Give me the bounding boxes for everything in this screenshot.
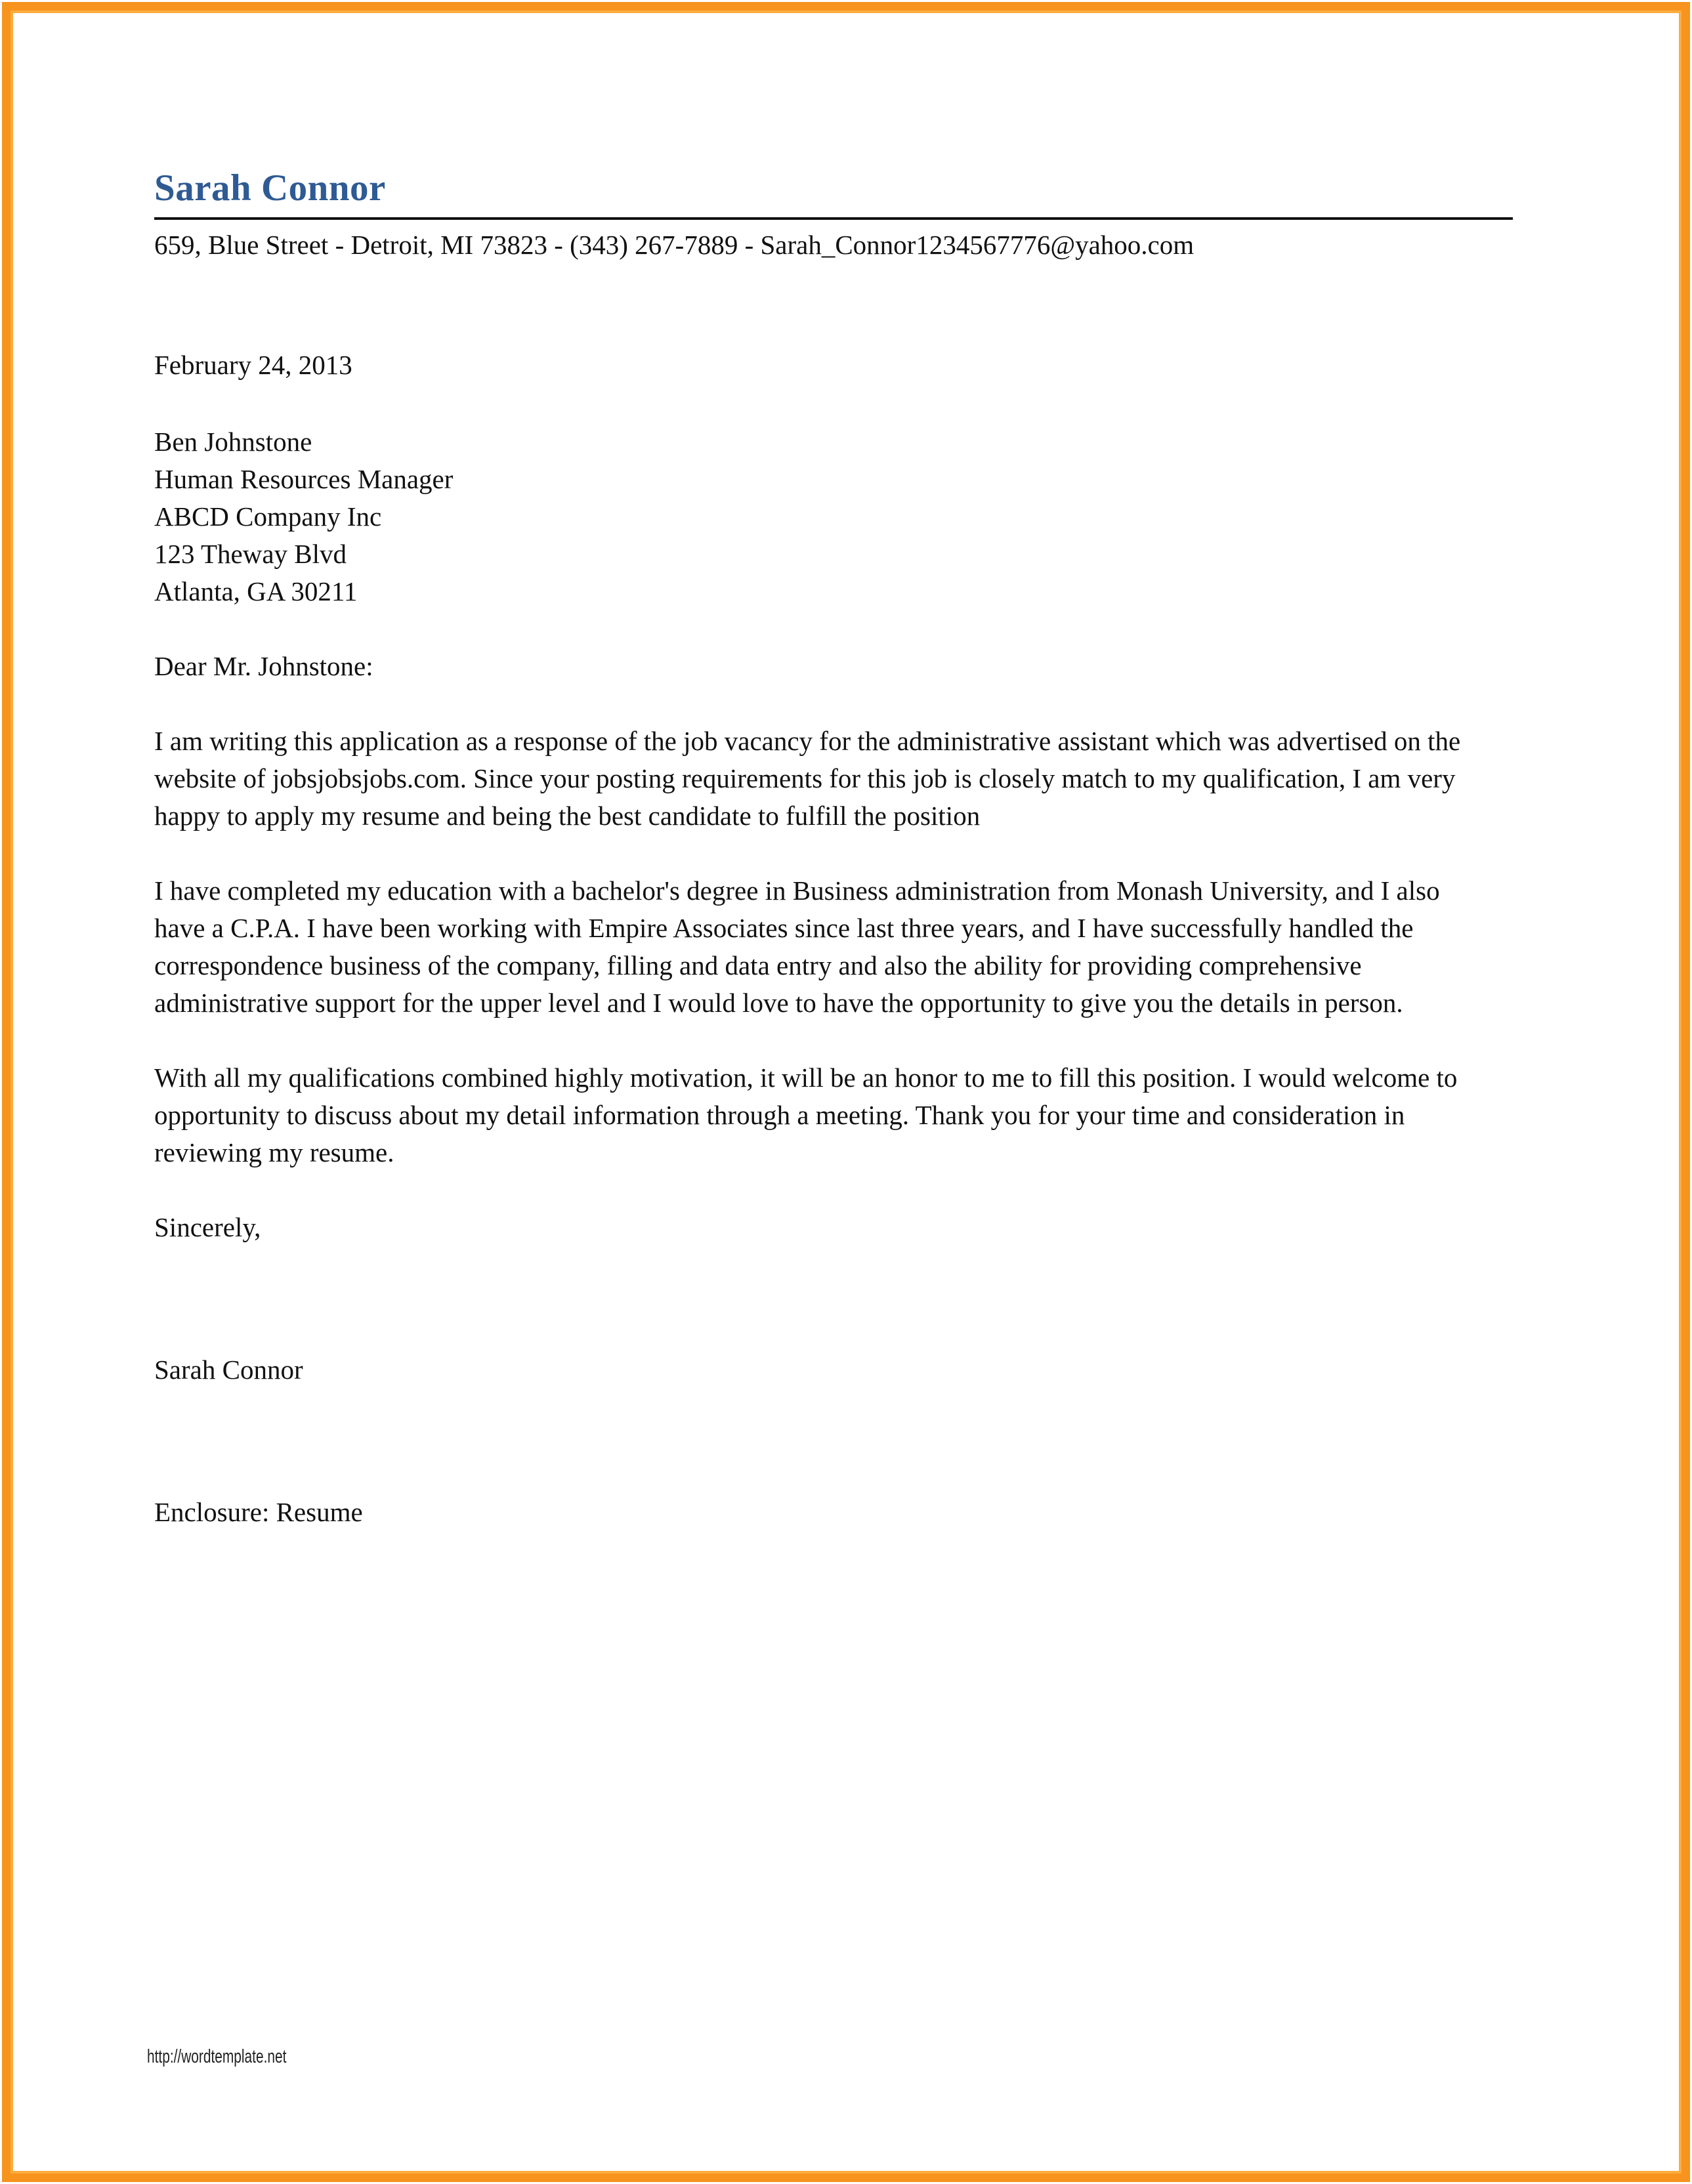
recipient-city: Atlanta, GA 30211 <box>154 576 358 606</box>
salutation: Dear Mr. Johnstone: <box>154 651 373 681</box>
body-paragraph-3: With all my qualifications combined highly motivation, it will be an honor to me to fill this position. I would welcome to opportunity to discuss about my detail information through a meeting. Thank you for your time and consideration in reviewing my resume. <box>154 1062 1458 1167</box>
recipient-street: 123 Theway Blvd <box>154 539 347 569</box>
sender-contact: 659, Blue Street - Detroit, MI 73823 - (343) 267-7889 - Sarah_Connor1234567776@yahoo.com <box>154 230 1195 260</box>
recipient-name: Ben Johnstone <box>154 427 312 457</box>
recipient-title: Human Resources Manager <box>154 464 454 494</box>
header-divider <box>154 217 1513 220</box>
signature-name: Sarah Connor <box>154 1354 303 1385</box>
sender-name: Sarah Connor <box>154 167 386 209</box>
footer-url: http://wordtemplate.net <box>147 2046 287 2067</box>
body-paragraph-2: I have completed my education with a bachelor's degree in Business administration from Monash University, and I also have a C.P.A. I have been working with Empire Associates since last three years, and I have successfully handled the correspondence business of the company, filling and data entry and also the ability for providing comprehensive administrative support for the upper level and I would love to have the opportunity to give you the details in person. <box>154 875 1440 1018</box>
recipient-company: ABCD Company Inc <box>154 501 382 532</box>
letter-header <box>154 169 1493 264</box>
letter-body <box>154 346 1493 1531</box>
closing: Sincerely, <box>154 1212 261 1242</box>
enclosure-line: Enclosure: Resume <box>154 1497 363 1527</box>
body-paragraph-1: I am writing this application as a response of the job vacancy for the administrative assistant which was advertised on the website of jobsjobsjobs.com. Since your posting requirements for this job is closely match to my qualification, I am very happy to apply my resume and being the best candidate to fulfill the position <box>154 726 1461 831</box>
recipient-block <box>154 423 1493 610</box>
page-border <box>2 2 1690 2182</box>
letter-date: February 24, 2013 <box>154 350 352 380</box>
